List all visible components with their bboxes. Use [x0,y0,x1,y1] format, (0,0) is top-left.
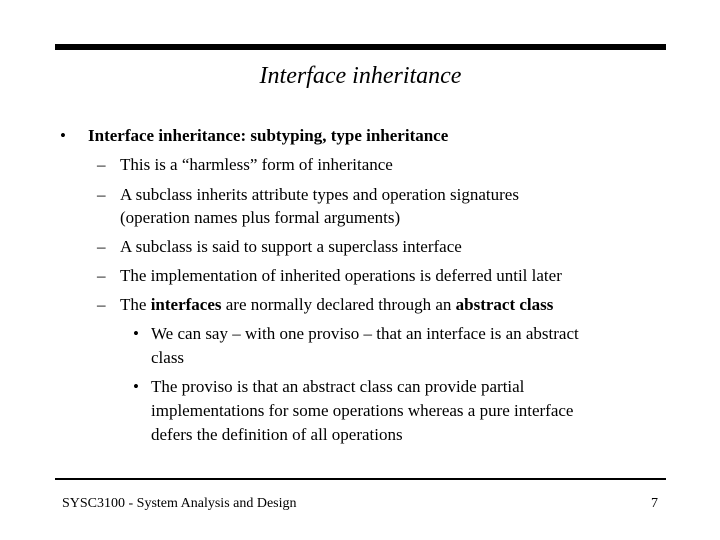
dash-icon: – [97,266,106,285]
sub-sub-item-2-cont2: defers the definition of all operations [151,425,403,444]
sub-item-4: The implementation of inherited operations is deferred until later [120,266,562,285]
main-bullet-text: Interface inheritance: subtyping, type inheritance [88,126,449,145]
dash-icon: – [97,237,106,256]
sub-item-1: This is a “harmless” form of inheritance [120,155,393,174]
slide-title: Interface inheritance [259,63,462,89]
bottom-rule [55,478,666,480]
sub-sub-item-2-cont: implementations for some operations whereas a pure interface [151,401,574,420]
sub-item-2: A subclass inherits attribute types and operation signatures [120,185,519,204]
sub-sub-item-2: The proviso is that an abstract class can provide partial [151,377,525,396]
bullet-icon: • [133,324,139,343]
sub-item-3: A subclass is said to support a superclass interface [120,237,462,256]
sub-item-5: The interfaces are normally declared through an abstract class [120,295,554,314]
dash-icon: – [97,155,106,174]
bullet-icon: • [60,126,66,145]
page-number: 7 [651,496,658,511]
bullet-icon: • [133,377,139,396]
sub-sub-item-1: We can say – with one proviso – that an interface is an abstract [151,324,579,343]
dash-icon: – [97,295,106,314]
sub-sub-item-1-cont: class [151,348,185,367]
dash-icon: – [97,185,106,204]
sub-item-2-cont: (operation names plus formal arguments) [120,208,401,227]
footer-course: SYSC3100 - System Analysis and Design [62,496,297,511]
